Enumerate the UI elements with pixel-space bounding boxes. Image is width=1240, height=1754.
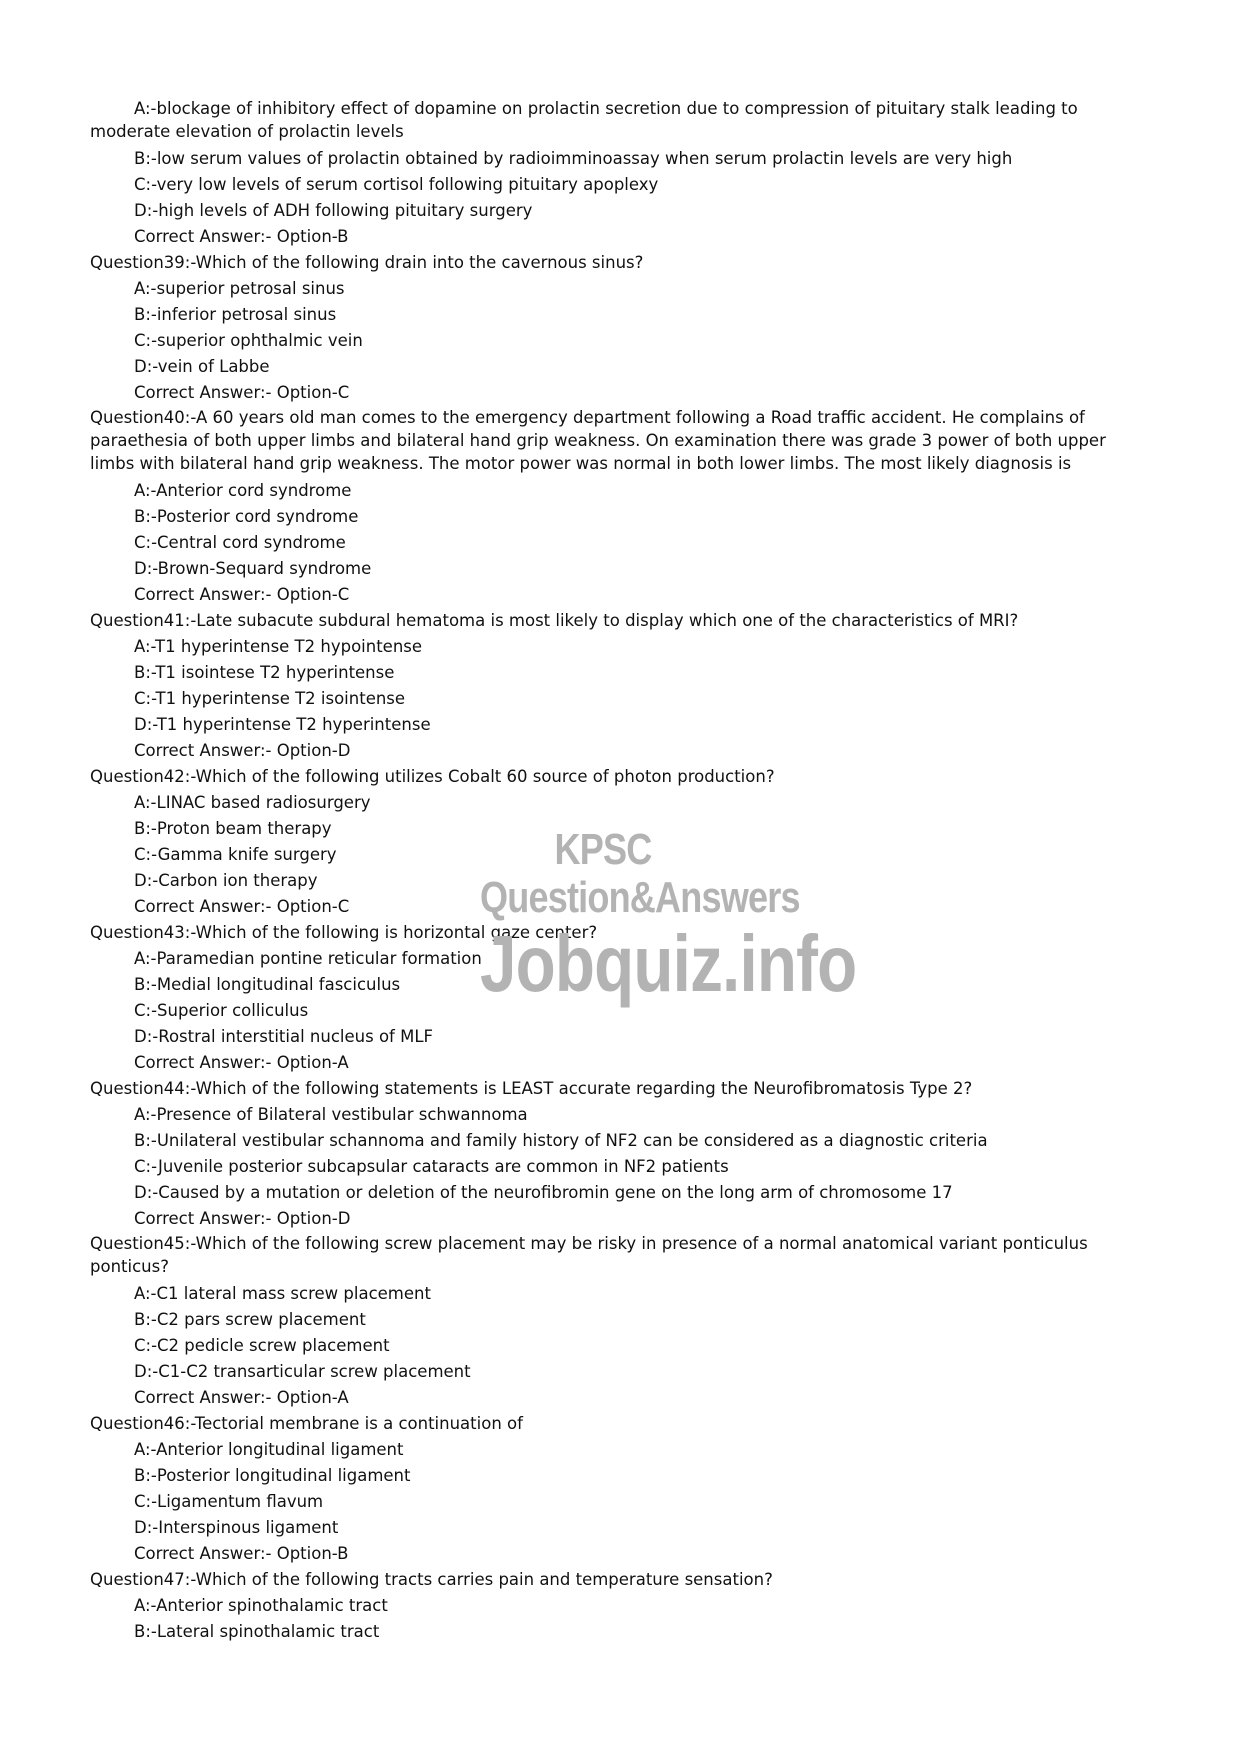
q45-answer: Correct Answer:- Option-A [134, 1388, 349, 1407]
watermark-line-2: Jobquiz.info [480, 919, 857, 1008]
q38-option-a: A:-blockage of inhibitory effect of dopamine on prolactin secretion due to compression of pituitary stalk leading to moderate elevation of prolactin levels [90, 99, 1078, 141]
q38-option-b: B:-low serum values of prolactin obtained by radioimminoassay when serum prolactin levels are very high [134, 149, 1013, 168]
q44-option-c: C:-Juvenile posterior subcapsular cataracts are common in NF2 patients [134, 1157, 729, 1176]
q39-question: Question39:-Which of the following drain into the cavernous sinus? [90, 253, 644, 272]
q44-answer: Correct Answer:- Option-D [134, 1209, 351, 1228]
q42-answer: Correct Answer:- Option-C [134, 897, 350, 916]
q44-question: Question44:-Which of the following statements is LEAST accurate regarding the Neurofibromatosis Type 2? [90, 1079, 973, 1098]
q47-question: Question47:-Which of the following tracts carries pain and temperature sensation? [90, 1570, 773, 1589]
q41-answer: Correct Answer:- Option-D [134, 741, 351, 760]
q41-option-b: B:-T1 isointese T2 hyperintense [134, 663, 395, 682]
q42-question: Question42:-Which of the following utilizes Cobalt 60 source of photon production? [90, 767, 775, 786]
q43-option-b: B:-Medial longitudinal fasciculus [134, 975, 401, 994]
watermark-line-1: KPSC Question&Answers [480, 825, 800, 922]
q39-option-b: B:-inferior petrosal sinus [134, 305, 337, 324]
q38-option-c: C:-very low levels of serum cortisol following pituitary apoplexy [134, 175, 659, 194]
q43-option-a: A:-Paramedian pontine reticular formation [134, 949, 482, 968]
q47-option-b: B:-Lateral spinothalamic tract [134, 1622, 380, 1641]
q42-option-a: A:-LINAC based radiosurgery [134, 793, 371, 812]
q45-option-a: A:-C1 lateral mass screw placement [134, 1284, 431, 1303]
q47-option-a: A:-Anterior spinothalamic tract [134, 1596, 388, 1615]
q40-option-d: D:-Brown-Sequard syndrome [134, 559, 372, 578]
question-list [90, 97, 1150, 1645]
q44-option-d: D:-Caused by a mutation or deletion of the neurofibromin gene on the long arm of chromosome 17 [134, 1183, 953, 1202]
q40-option-b: B:-Posterior cord syndrome [134, 507, 359, 526]
q41-option-a: A:-T1 hyperintense T2 hypointense [134, 637, 423, 656]
q46-answer: Correct Answer:- Option-B [134, 1544, 349, 1563]
q45-option-b: B:-C2 pars screw placement [134, 1310, 366, 1329]
q46-option-a: A:-Anterior longitudinal ligament [134, 1440, 404, 1459]
q41-question: Question41:-Late subacute subdural hematoma is most likely to display which one of the characteristics of MRI? [90, 611, 1019, 630]
q40-question: Question40:-A 60 years old man comes to the emergency department following a Road traffic accident. He complains of paraethesia of both upper limbs and bilateral hand grip weakness. On examination there was grade 3 power of both upper limbs with bilateral hand grip weakness. The motor power was normal in both lower limbs. The most likely diagnosis is [90, 408, 1106, 473]
q38-answer: Correct Answer:- Option-B [134, 227, 349, 246]
q39-option-d: D:-vein of Labbe [134, 357, 270, 376]
q43-answer: Correct Answer:- Option-A [134, 1053, 349, 1072]
q39-answer: Correct Answer:- Option-C [134, 383, 350, 402]
q45-question: Question45:-Which of the following screw placement may be risky in presence of a normal anatomical variant ponticulus ponticus? [90, 1234, 1088, 1276]
q43-option-c: C:-Superior colliculus [134, 1001, 309, 1020]
q43-question: Question43:-Which of the following is horizontal gaze center? [90, 923, 598, 942]
q41-option-c: C:-T1 hyperintense T2 isointense [134, 689, 406, 708]
q42-option-d: D:-Carbon ion therapy [134, 871, 318, 890]
q44-option-a: A:-Presence of Bilateral vestibular schwannoma [134, 1105, 528, 1124]
q46-question: Question46:-Tectorial membrane is a continuation of [90, 1414, 523, 1433]
q40-option-a: A:-Anterior cord syndrome [134, 481, 352, 500]
q43-option-d: D:-Rostral interstitial nucleus of MLF [134, 1027, 434, 1046]
q39-option-a: A:-superior petrosal sinus [134, 279, 345, 298]
q45-option-d: D:-C1-C2 transarticular screw placement [134, 1362, 471, 1381]
q42-option-c: C:-Gamma knife surgery [134, 845, 337, 864]
q46-option-c: C:-Ligamentum flavum [134, 1492, 324, 1511]
q39-option-c: C:-superior ophthalmic vein [134, 331, 363, 350]
q44-option-b: B:-Unilateral vestibular schannoma and family history of NF2 can be considered as a diagnostic criteria [134, 1131, 988, 1150]
q38-option-d: D:-high levels of ADH following pituitary surgery [134, 201, 533, 220]
q41-option-d: D:-T1 hyperintense T2 hyperintense [134, 715, 431, 734]
q42-option-b: B:-Proton beam therapy [134, 819, 332, 838]
q40-answer: Correct Answer:- Option-C [134, 585, 350, 604]
q45-option-c: C:-C2 pedicle screw placement [134, 1336, 390, 1355]
q46-option-b: B:-Posterior longitudinal ligament [134, 1466, 411, 1485]
q40-option-c: C:-Central cord syndrome [134, 533, 346, 552]
q46-option-d: D:-Interspinous ligament [134, 1518, 339, 1537]
